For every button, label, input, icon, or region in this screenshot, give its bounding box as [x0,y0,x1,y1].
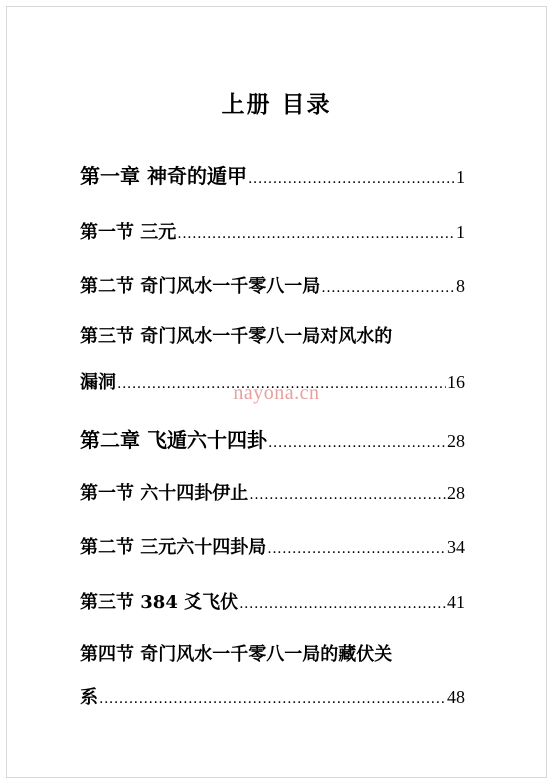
toc-entry-section-2-2[interactable] [80,533,465,559]
toc-entry-section-2-4-line1[interactable]: 第四节 奇门风水一千零八一局的藏伏关 [80,644,393,665]
dot-leader [99,691,446,707]
toc-entry-page: 28 [447,431,465,451]
toc-entry-label: 第一节 三元 [80,222,177,243]
dot-leader [177,226,455,242]
toc-entry-label: 第二节 奇门风水一千零八一局 [80,276,321,297]
toc-entry-page: 41 [447,592,465,612]
dot-leader [267,541,446,557]
toc-entry-section-2-4[interactable] [80,683,465,709]
toc-entry-section-1-3-line1[interactable]: 第三节 奇门风水一千零八一局对风水的 [80,326,393,347]
dot-leader [321,280,455,296]
toc-title: 上册 目录 [221,91,332,118]
toc-entry-label: 第一章 神奇的遁甲 [80,164,247,188]
toc-entry-section-1-3[interactable] [80,368,465,394]
toc-entry-label: 系 [80,687,98,708]
dot-leader [239,596,446,612]
toc-entry-section-1-2[interactable] [80,272,465,298]
toc-entry-chapter-1[interactable] [80,160,465,189]
toc-entry-label: 漏洞 [80,372,116,393]
toc-entry-page: 48 [447,687,465,707]
toc-entry-page: 28 [447,483,465,503]
toc-entry-page: 8 [456,276,465,296]
toc-entry-page: 1 [456,167,465,187]
toc-entry-page: 1 [456,222,465,242]
toc-entry-chapter-2[interactable] [80,424,465,453]
toc-entry-label: 第一节 六十四卦伊止 [80,483,249,504]
toc-entry-section-1-1[interactable] [80,218,465,244]
dot-leader [268,435,446,451]
toc-entry-page: 34 [447,537,465,557]
dot-leader [117,376,446,392]
toc-entry-page: 16 [447,372,465,392]
watermark: nayona.cn [233,382,320,404]
dot-leader [249,487,446,503]
toc-entry-label: 第二节 三元六十四卦局 [80,537,267,558]
toc-entry-section-2-3[interactable] [80,588,465,614]
toc-entry-section-2-1[interactable] [80,479,465,505]
dot-leader [248,171,455,187]
toc-entry-label: 第三节 384 爻飞伏 [80,592,239,613]
toc-entry-label: 第二章 飞遁六十四卦 [80,428,267,452]
